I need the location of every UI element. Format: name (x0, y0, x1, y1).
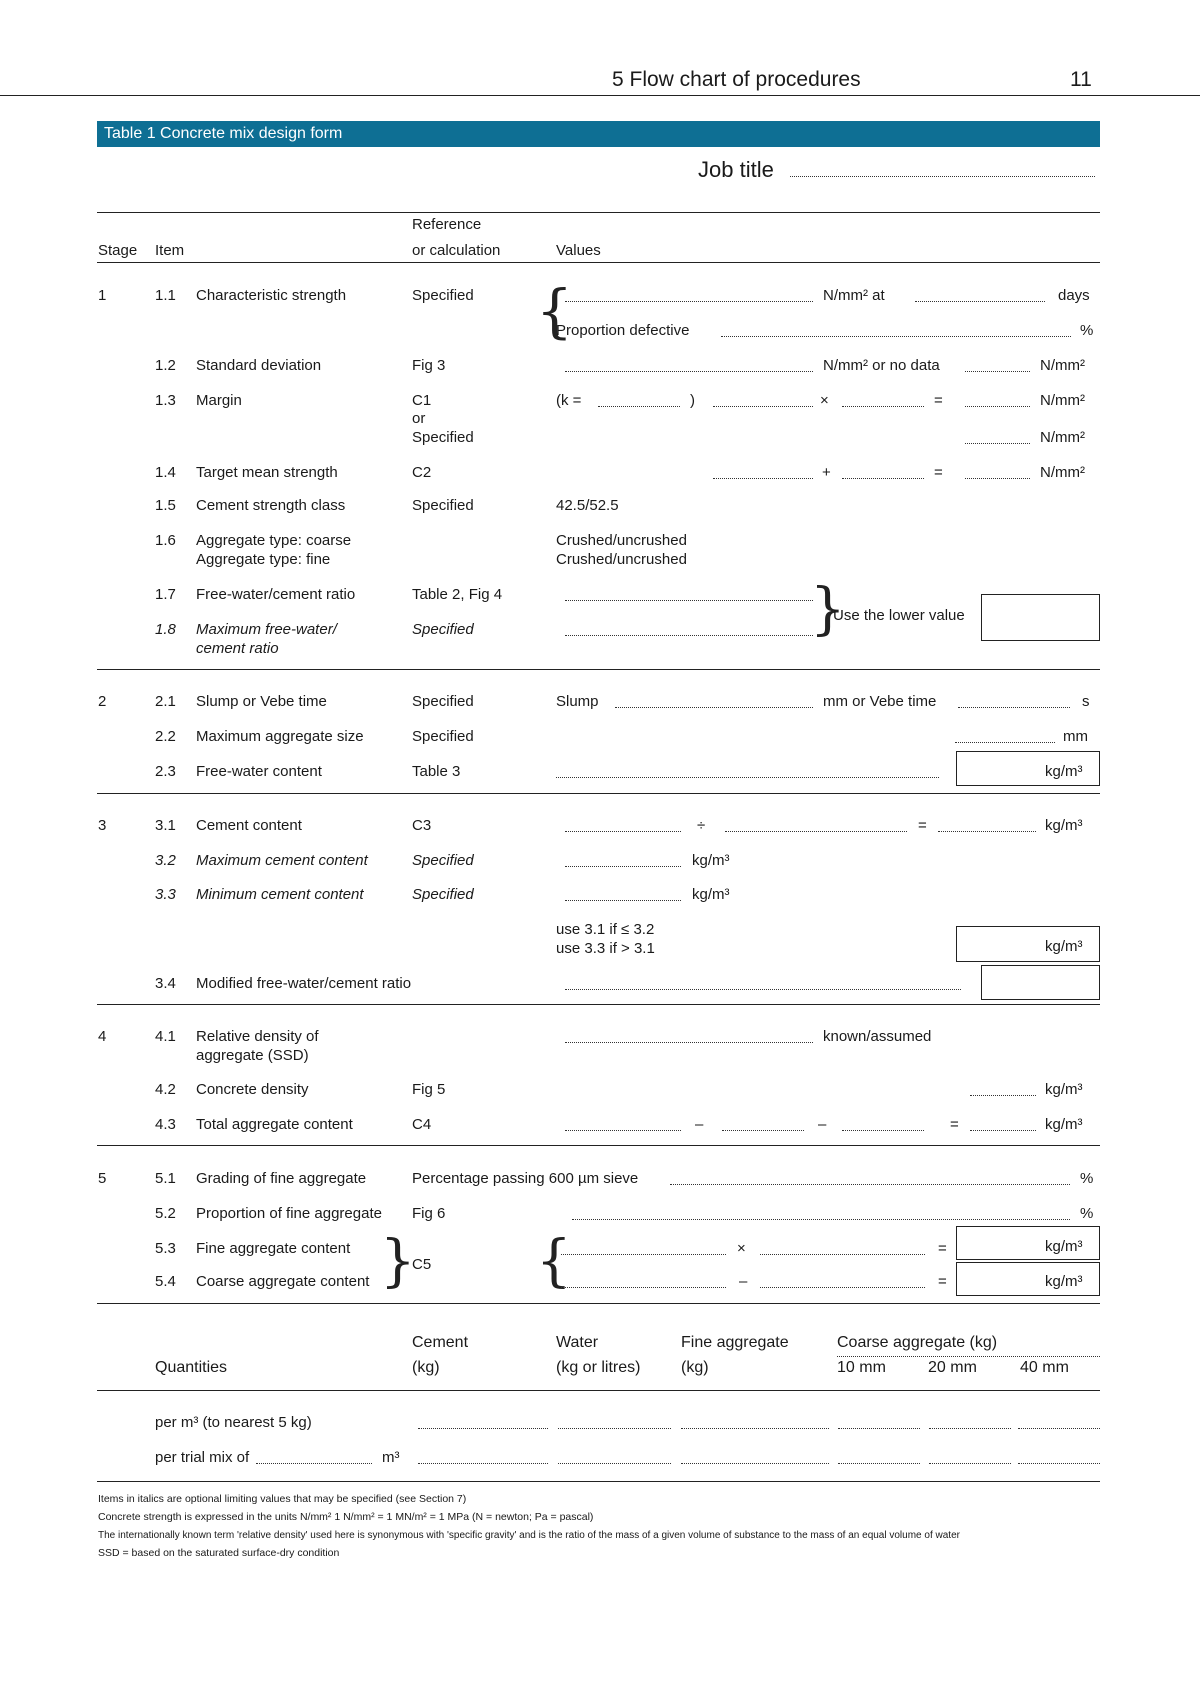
row-5-3-4-left-brace: } (380, 1229, 416, 1294)
row-1-1-unit2: days (1058, 287, 1090, 304)
row-5-2-ref: Fig 6 (412, 1205, 446, 1222)
row-1-3-eq: = (934, 392, 943, 409)
row-5-3-ref: C5 (412, 1256, 432, 1273)
row-3-3-num: 3.3 (155, 886, 176, 903)
row-1-4-field-a[interactable] (713, 478, 813, 479)
qty-per-m3-cement[interactable] (418, 1428, 548, 1429)
qty-trial-20[interactable] (929, 1463, 1011, 1464)
row-5-3-item: Fine aggregate content (196, 1240, 351, 1257)
col-header-item: Item (155, 242, 185, 259)
qty-fine-unit: (kg) (681, 1359, 709, 1376)
row-3-2-unit: kg/m³ (692, 852, 730, 869)
row-4-1-item2: aggregate (SSD) (196, 1047, 309, 1064)
stage-3-rule (97, 1004, 1100, 1005)
row-3-1-ref: C3 (412, 817, 432, 834)
qty-per-m3-water[interactable] (558, 1428, 671, 1429)
row-1-3-ref2: or (412, 410, 426, 427)
row-1-2-field[interactable] (565, 371, 813, 372)
row-1-7-ref: Table 2, Fig 4 (412, 586, 503, 603)
row-3-3-rule1: use 3.1 if ≤ 3.2 (556, 921, 655, 938)
row-1-6-item1: Aggregate type: coarse (196, 532, 352, 549)
row-1-3-ref3: Specified (412, 429, 474, 446)
row-5-2-item: Proportion of fine aggregate (196, 1205, 382, 1222)
qty-size-20: 20 mm (928, 1359, 977, 1376)
qty-trial-10[interactable] (838, 1463, 920, 1464)
row-5-3-4-right-brace: { (536, 1229, 572, 1294)
row-2-1-slump-field[interactable] (615, 707, 813, 708)
row-3-3-item: Minimum cement content (196, 886, 364, 903)
job-title-label: Job title (698, 157, 774, 182)
row-2-1-num: 2.1 (155, 693, 176, 710)
row-4-3-num: 4.3 (155, 1116, 176, 1133)
row-1-5-item: Cement strength class (196, 497, 346, 514)
row-2-1-unit2: s (1082, 693, 1090, 710)
row-2-3-ref: Table 3 (412, 763, 461, 780)
footnote-3: The internationally known term 'relative density' used here is synonymous with 'specific gravity' and is the ratio of the mass of a given volume of substance to the mass of an equal volume of water (98, 1530, 960, 1541)
row-1-7-8-brace: } (810, 577, 846, 642)
row-2-1-ref: Specified (412, 693, 474, 710)
table-banner-title: Table 1 Concrete mix design form (104, 125, 343, 142)
row-1-8-note: Use the lower value (833, 607, 965, 624)
row-1-1-brace: { (536, 277, 573, 345)
row-5-4-num: 5.4 (155, 1273, 176, 1290)
row-4-3-field-d[interactable] (970, 1130, 1036, 1131)
top-rule (97, 212, 1100, 213)
row-1-3-ref1: C1 (412, 392, 432, 409)
row-5-3-num: 5.3 (155, 1240, 176, 1257)
row-1-4-eq: = (934, 464, 943, 481)
qty-trial-fine[interactable] (681, 1463, 829, 1464)
row-1-1-unit3: % (1080, 322, 1094, 339)
qty-per-trial-label: per trial mix of (155, 1449, 250, 1466)
row-5-1-field[interactable] (670, 1184, 1070, 1185)
col-header-reference: Reference (412, 216, 482, 233)
qty-per-m3-20[interactable] (929, 1428, 1011, 1429)
row-1-2-num: 1.2 (155, 357, 176, 374)
job-title-field[interactable] (790, 176, 1095, 177)
stage-5: 5 (98, 1170, 107, 1187)
row-3-3-ref: Specified (412, 886, 474, 903)
row-5-2-field[interactable] (572, 1219, 1070, 1220)
row-1-3-item: Margin (196, 392, 242, 409)
row-1-3-field-d[interactable] (965, 443, 1030, 444)
row-1-8-item2: cement ratio (196, 640, 279, 657)
row-5-1-num: 5.1 (155, 1170, 176, 1187)
row-4-1-unit: known/assumed (823, 1028, 932, 1045)
row-3-2-item: Maximum cement content (196, 852, 368, 869)
row-3-3-rule2: use 3.3 if > 3.1 (556, 940, 655, 957)
row-1-4-item: Target mean strength (196, 464, 338, 481)
qty-cement-unit: (kg) (412, 1359, 440, 1376)
row-3-4-result-box[interactable] (981, 965, 1100, 1000)
qty-cement-header: Cement (412, 1334, 469, 1351)
row-4-3-field-c[interactable] (842, 1130, 924, 1131)
row-4-2-field[interactable] (970, 1095, 1036, 1096)
row-2-2-ref: Specified (412, 728, 474, 745)
stage-2: 2 (98, 693, 107, 710)
qty-coarse-underline (837, 1356, 1100, 1357)
row-1-8-field[interactable] (565, 635, 813, 636)
qty-size-40: 40 mm (1020, 1359, 1069, 1376)
row-1-1-ref: Specified (412, 287, 474, 304)
row-2-2-unit: mm (1063, 728, 1088, 745)
row-1-3-num: 1.3 (155, 392, 176, 409)
row-1-3-field-c[interactable] (965, 406, 1030, 407)
qty-trial-volume-field[interactable] (256, 1463, 372, 1464)
row-5-1-item: Grading of fine aggregate (196, 1170, 367, 1187)
row-4-2-item: Concrete density (196, 1081, 309, 1098)
qty-size-10: 10 mm (837, 1359, 886, 1376)
row-2-2-item: Maximum aggregate size (196, 728, 364, 745)
row-4-1-num: 4.1 (155, 1028, 176, 1045)
row-4-3-eq: = (950, 1116, 959, 1133)
row-4-3-ref: C4 (412, 1116, 432, 1133)
row-3-4-item: Modified free-water/cement ratio (196, 975, 412, 992)
qty-water-unit: (kg or litres) (556, 1359, 641, 1376)
row-2-1-unit1: mm or Vebe time (823, 693, 937, 710)
header-bottom-rule (97, 262, 1100, 263)
qty-trial-cement[interactable] (418, 1463, 548, 1464)
col-header-stage: Stage (98, 242, 138, 259)
col-header-values: Values (556, 242, 601, 259)
stage-1-rule (97, 669, 1100, 670)
qty-rule (97, 1390, 1100, 1391)
row-2-2-num: 2.2 (155, 728, 176, 745)
row-3-3-box-unit: kg/m³ (1045, 938, 1083, 955)
row-1-1-defective-field[interactable] (721, 336, 1071, 337)
row-5-4-op: – (739, 1273, 748, 1290)
row-1-4-num: 1.4 (155, 464, 176, 481)
row-1-8-result-box[interactable] (981, 594, 1100, 641)
qty-label: Quantities (155, 1359, 228, 1376)
row-1-1-unit1: N/mm² at (823, 287, 885, 304)
row-3-2-field[interactable] (565, 866, 681, 867)
row-3-2-ref: Specified (412, 852, 474, 869)
row-1-6-value2: Crushed/uncrushed (556, 551, 687, 568)
stage-1: 1 (98, 287, 107, 304)
row-1-7-field[interactable] (565, 600, 813, 601)
row-2-1-vebe-field[interactable] (958, 707, 1070, 708)
row-1-5-num: 1.5 (155, 497, 176, 514)
row-3-1-field-b[interactable] (725, 831, 907, 832)
row-1-7-num: 1.7 (155, 586, 176, 603)
qty-coarse-header: Coarse aggregate (kg) (837, 1334, 998, 1351)
row-2-1-label: Slump (556, 693, 599, 710)
qty-water-header: Water (556, 1334, 599, 1351)
row-3-3-unit: kg/m³ (692, 886, 730, 903)
row-1-8-item1: Maximum free-water/ (196, 621, 337, 638)
row-3-4-field[interactable] (565, 989, 961, 990)
row-5-2-unit: % (1080, 1205, 1094, 1222)
row-1-6-value1: Crushed/uncrushed (556, 532, 687, 549)
row-1-2-field2[interactable] (965, 371, 1030, 372)
stage-4: 4 (98, 1028, 107, 1045)
qty-per-m3-40[interactable] (1018, 1428, 1100, 1429)
row-1-4-plus: + (822, 464, 831, 481)
row-1-1-sub: Proportion defective (556, 322, 690, 339)
row-2-3-num: 2.3 (155, 763, 176, 780)
row-1-3-k: (k = (556, 392, 582, 409)
row-3-1-eq: = (918, 817, 927, 834)
row-2-3-item: Free-water content (196, 763, 322, 780)
qty-per-m3-10[interactable] (838, 1428, 920, 1429)
row-1-4-field-c[interactable] (965, 478, 1030, 479)
row-4-3-unit: kg/m³ (1045, 1116, 1083, 1133)
footnote-2: Concrete strength is expressed in the units N/mm² 1 N/mm² = 1 MN/m² = 1 MPa (N = newton; Pa = pascal) (98, 1511, 594, 1523)
row-4-2-unit: kg/m³ (1045, 1081, 1083, 1098)
header-rule (0, 95, 1200, 96)
row-5-4-item: Coarse aggregate content (196, 1273, 370, 1290)
row-3-1-item: Cement content (196, 817, 302, 834)
stage-4-rule (97, 1145, 1100, 1146)
footnote-1: Items in italics are optional limiting values that may be specified (see Section 7) (98, 1493, 467, 1505)
row-1-3-times: × (820, 392, 829, 409)
row-2-2-field[interactable] (955, 742, 1055, 743)
row-5-3-field-b[interactable] (760, 1254, 925, 1255)
row-5-4-unit: kg/m³ (1045, 1273, 1083, 1290)
row-5-1-ref: Percentage passing 600 µm sieve (412, 1170, 639, 1187)
row-4-3-field-b[interactable] (722, 1130, 804, 1131)
row-3-1-field-c[interactable] (938, 831, 1036, 832)
row-4-3-minus2: – (818, 1116, 827, 1133)
qty-per-m3-fine[interactable] (681, 1428, 829, 1429)
row-1-5-value: 42.5/52.5 (556, 497, 619, 514)
row-3-1-field-a[interactable] (565, 831, 681, 832)
stage-2-rule (97, 793, 1100, 794)
bottom-rule (97, 1481, 1100, 1482)
row-1-1-item: Characteristic strength (196, 287, 347, 304)
row-1-7-item: Free-water/cement ratio (196, 586, 356, 603)
row-1-3-unit2: N/mm² (1040, 429, 1085, 446)
row-1-4-unit: N/mm² (1040, 464, 1085, 481)
row-1-2-unit2: N/mm² (1040, 357, 1085, 374)
row-3-1-num: 3.1 (155, 817, 176, 834)
row-1-2-unit1: N/mm² or no data (823, 357, 940, 374)
row-5-3-eq: = (938, 1240, 947, 1257)
stage-5-rule (97, 1303, 1100, 1304)
qty-trial-40[interactable] (1018, 1463, 1100, 1464)
row-5-3-field-a[interactable] (561, 1254, 726, 1255)
row-1-2-ref: Fig 3 (412, 357, 446, 374)
row-5-3-unit: kg/m³ (1045, 1238, 1083, 1255)
qty-fine-header: Fine aggregate (681, 1334, 789, 1351)
row-1-8-num: 1.8 (155, 621, 176, 638)
row-3-1-unit: kg/m³ (1045, 817, 1083, 834)
row-1-3-field-a[interactable] (713, 406, 813, 407)
row-1-1-strength-field[interactable] (565, 301, 813, 302)
row-3-3-field[interactable] (565, 900, 681, 901)
row-5-4-eq: = (938, 1273, 947, 1290)
row-1-2-item: Standard deviation (196, 357, 322, 374)
page-number: 11 (1070, 68, 1092, 91)
row-5-3-op: × (737, 1240, 746, 1257)
row-3-4-num: 3.4 (155, 975, 176, 992)
row-5-1-unit: % (1080, 1170, 1094, 1187)
footnote-4: SSD = based on the saturated surface-dry condition (98, 1547, 340, 1559)
row-1-4-field-b[interactable] (842, 478, 924, 479)
row-1-3-unit: N/mm² (1040, 392, 1085, 409)
row-5-4-field-b[interactable] (760, 1287, 925, 1288)
qty-per-trial-unit: m³ (382, 1449, 400, 1466)
row-4-3-minus1: – (695, 1116, 704, 1133)
row-3-2-num: 3.2 (155, 852, 176, 869)
row-1-6-item2: Aggregate type: fine (196, 551, 331, 568)
row-3-1-div: ÷ (697, 817, 706, 834)
row-4-1-item1: Relative density of (196, 1028, 319, 1045)
row-4-2-num: 4.2 (155, 1081, 176, 1098)
row-1-1-days-field[interactable] (915, 301, 1045, 302)
row-1-1-num: 1.1 (155, 287, 176, 304)
row-1-4-ref: C2 (412, 464, 432, 481)
row-1-6-num: 1.6 (155, 532, 176, 549)
row-4-2-ref: Fig 5 (412, 1081, 446, 1098)
col-header-reference-2: or calculation (412, 242, 501, 259)
row-1-3-kclose: ) (690, 392, 695, 409)
row-5-2-num: 5.2 (155, 1205, 176, 1222)
row-1-5-ref: Specified (412, 497, 474, 514)
row-2-3-unit: kg/m³ (1045, 763, 1083, 780)
row-4-3-item: Total aggregate content (196, 1116, 353, 1133)
row-1-3-k-field[interactable] (598, 406, 680, 407)
row-4-1-field[interactable] (565, 1042, 813, 1043)
qty-trial-water[interactable] (558, 1463, 671, 1464)
row-4-3-field-a[interactable] (565, 1130, 681, 1131)
row-1-8-ref: Specified (412, 621, 474, 638)
qty-per-m3-label: per m³ (to nearest 5 kg) (155, 1414, 312, 1431)
stage-3: 3 (98, 817, 107, 834)
row-5-4-field-a[interactable] (561, 1287, 726, 1288)
row-2-3-field[interactable] (556, 777, 939, 778)
row-1-3-field-b[interactable] (842, 406, 924, 407)
running-header: 5 Flow chart of procedures (612, 68, 861, 91)
row-2-1-item: Slump or Vebe time (196, 693, 327, 710)
